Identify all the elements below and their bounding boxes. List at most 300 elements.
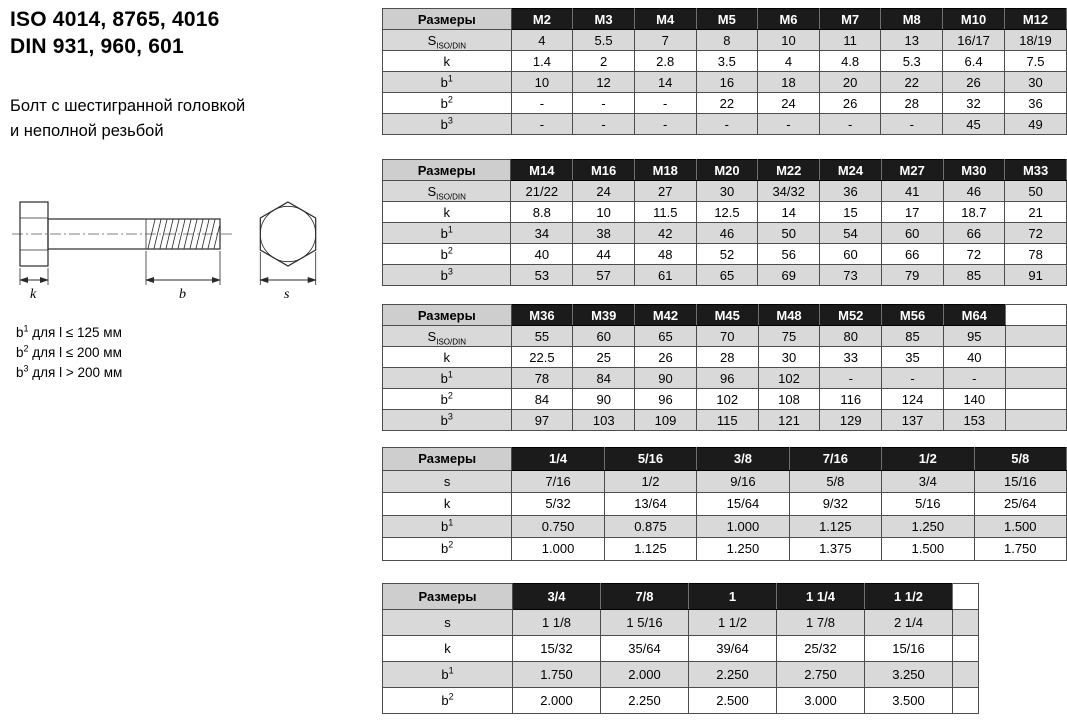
value-cell: 75 (758, 326, 820, 347)
doc-subtitle (10, 94, 382, 144)
value-cell: 36 (820, 181, 882, 202)
spec-table-3 (382, 304, 1067, 431)
value-cell: 5/8 (789, 470, 881, 493)
value-cell: 7.5 (1005, 51, 1067, 72)
value-cell: - (881, 114, 943, 135)
col-header-M45: M45 (696, 305, 758, 326)
data-row (383, 202, 1067, 223)
size-header-cell: Размеры (383, 305, 512, 326)
value-cell: 70 (696, 326, 758, 347)
value-cell: 32 (943, 93, 1005, 114)
row-label-cell: k (383, 51, 512, 72)
row-label-cell: k (383, 202, 511, 223)
value-cell: 18/19 (1005, 30, 1067, 51)
col-header-M14: M14 (511, 160, 573, 181)
left-panel (0, 0, 382, 720)
value-cell: 1.000 (512, 538, 604, 561)
value-cell: 90 (573, 389, 635, 410)
value-cell: 17 (881, 202, 943, 223)
empty-cell (1005, 410, 1066, 431)
row-label-cell: $b^1$ (383, 223, 511, 244)
value-cell: 1/2 (604, 470, 696, 493)
value-cell: 96 (635, 389, 697, 410)
data-row (383, 93, 1067, 114)
col-header-M30: M30 (943, 160, 1005, 181)
title-line-2: DIN 931, 960, 601 (10, 35, 184, 58)
col-header-M5: M5 (696, 9, 758, 30)
value-cell: - (511, 93, 573, 114)
value-cell: 72 (1005, 223, 1067, 244)
value-cell: - (882, 368, 944, 389)
value-cell: 15 (820, 202, 882, 223)
value-cell: 95 (943, 326, 1005, 347)
value-cell: 90 (635, 368, 697, 389)
col-header-M6: M6 (758, 9, 820, 30)
value-cell: 66 (881, 244, 943, 265)
value-cell: 5.5 (573, 30, 635, 51)
value-cell: 1.125 (604, 538, 696, 561)
value-cell: 124 (882, 389, 944, 410)
value-cell: 2 1/4 (865, 609, 953, 635)
value-cell: - (573, 114, 635, 135)
value-cell: 5/16 (882, 493, 974, 516)
col-header-M16: M16 (573, 160, 635, 181)
value-cell: 1 1/8 (513, 609, 601, 635)
spec-table-5 (382, 583, 979, 714)
empty-header-cell (1005, 305, 1066, 326)
value-cell: 80 (820, 326, 882, 347)
value-cell: 129 (820, 410, 882, 431)
size-header-cell: Размеры (383, 9, 512, 30)
data-row (383, 368, 1067, 389)
value-cell: 7/16 (512, 470, 604, 493)
value-cell: 11 (819, 30, 881, 51)
value-cell: 1.375 (789, 538, 881, 561)
note-line: $b^2$ для l ≤ 200 мм (16, 343, 122, 360)
value-cell: 12.5 (696, 202, 758, 223)
size-header-cell: Размеры (383, 448, 512, 471)
value-cell: 24 (758, 93, 820, 114)
value-cell: 44 (573, 244, 635, 265)
col-header-1: 1 (689, 583, 777, 609)
col-header-1-4: 1/4 (512, 448, 604, 471)
col-header-1-1-4: 1 1/4 (777, 583, 865, 609)
value-cell: 65 (635, 326, 697, 347)
value-cell: 6.4 (943, 51, 1005, 72)
data-row (383, 265, 1067, 286)
value-cell: 27 (634, 181, 696, 202)
value-cell: 1.4 (511, 51, 573, 72)
data-row (383, 661, 979, 687)
value-cell: 45 (943, 114, 1005, 135)
row-label-cell: $b^2$ (383, 389, 512, 410)
note-line: $b^1$ для l ≤ 125 мм (16, 323, 122, 340)
value-cell: 116 (820, 389, 882, 410)
value-cell: 10 (758, 30, 820, 51)
value-cell: 26 (635, 347, 697, 368)
value-cell: 50 (758, 223, 820, 244)
value-cell: 3.5 (696, 51, 758, 72)
value-cell: 46 (943, 181, 1005, 202)
value-cell: - (573, 93, 635, 114)
value-cell: 121 (758, 410, 820, 431)
data-row (383, 493, 1067, 516)
value-cell: - (696, 114, 758, 135)
value-cell: 9/32 (789, 493, 881, 516)
data-row (383, 51, 1067, 72)
col-header-M36: M36 (511, 305, 573, 326)
value-cell: 60 (820, 244, 882, 265)
value-cell: 42 (634, 223, 696, 244)
data-row (383, 470, 1067, 493)
size-header-cell: Размеры (383, 160, 511, 181)
value-cell: 18 (758, 72, 820, 93)
data-row (383, 635, 979, 661)
value-cell: 22 (696, 93, 758, 114)
row-label-cell: $b^1$ (383, 72, 512, 93)
value-cell: 78 (1005, 244, 1067, 265)
col-header-M10: M10 (943, 9, 1005, 30)
data-row (383, 30, 1067, 51)
value-cell: 97 (511, 410, 573, 431)
spec-table-1 (382, 8, 1067, 135)
value-cell: 22 (881, 72, 943, 93)
value-cell: 60 (881, 223, 943, 244)
value-cell: 12 (573, 72, 635, 93)
row-label-cell: $b^2$ (383, 687, 513, 713)
value-cell: 3.000 (777, 687, 865, 713)
value-cell: 108 (758, 389, 820, 410)
value-cell: 1 7/8 (777, 609, 865, 635)
data-row (383, 181, 1067, 202)
value-cell: 72 (943, 244, 1005, 265)
value-cell: 65 (696, 265, 758, 286)
value-cell: - (758, 114, 820, 135)
value-cell: 103 (573, 410, 635, 431)
value-cell: 26 (819, 93, 881, 114)
row-label-cell: $S_{ISO/DIN}$ (383, 326, 512, 347)
value-cell: 22.5 (511, 347, 573, 368)
value-cell: 66 (943, 223, 1005, 244)
col-header-M48: M48 (758, 305, 820, 326)
value-cell: - (511, 114, 573, 135)
value-cell: 52 (696, 244, 758, 265)
header-row (383, 305, 1067, 326)
value-cell: 1.250 (882, 515, 974, 538)
col-header-M2: M2 (511, 9, 573, 30)
col-header-3-4: 3/4 (513, 583, 601, 609)
spec-table-4 (382, 447, 1067, 561)
value-cell: 2.000 (601, 661, 689, 687)
value-cell: 1 1/2 (689, 609, 777, 635)
data-row (383, 244, 1067, 265)
value-cell: 57 (573, 265, 635, 286)
value-cell: 25 (573, 347, 635, 368)
value-cell: 55 (511, 326, 573, 347)
value-cell: 39/64 (689, 635, 777, 661)
value-cell: 61 (634, 265, 696, 286)
value-cell: 46 (696, 223, 758, 244)
value-cell: 8 (696, 30, 758, 51)
data-row (383, 114, 1067, 135)
row-label-cell: $b^3$ (383, 265, 511, 286)
row-label-cell: $b^2$ (383, 93, 512, 114)
value-cell: 38 (573, 223, 635, 244)
value-cell: 4 (758, 51, 820, 72)
header-row (383, 160, 1067, 181)
doc-title (10, 6, 382, 60)
value-cell: 15/32 (513, 635, 601, 661)
value-cell: 53 (511, 265, 573, 286)
row-label-cell: s (383, 470, 512, 493)
value-cell: 34 (511, 223, 573, 244)
row-label-cell: k (383, 347, 512, 368)
col-header-M20: M20 (696, 160, 758, 181)
row-label-cell: $b^2$ (383, 538, 512, 561)
row-label-cell: k (383, 635, 513, 661)
data-row (383, 389, 1067, 410)
data-row (383, 609, 979, 635)
data-row (383, 687, 979, 713)
value-cell: 8.8 (511, 202, 573, 223)
col-header-M4: M4 (634, 9, 696, 30)
header-row (383, 583, 979, 609)
value-cell: 48 (634, 244, 696, 265)
col-header-M12: M12 (1005, 9, 1067, 30)
value-cell: 49 (1005, 114, 1067, 135)
col-header-M39: M39 (573, 305, 635, 326)
col-header-1-1-2: 1 1/2 (865, 583, 953, 609)
col-header-M64: M64 (943, 305, 1005, 326)
value-cell: 4 (511, 30, 573, 51)
value-cell: 2 (573, 51, 635, 72)
footnotes (10, 323, 382, 383)
header-row (383, 448, 1067, 471)
data-row (383, 347, 1067, 368)
value-cell: 2.250 (689, 661, 777, 687)
bolt-drawing (10, 188, 382, 307)
tables-panel (382, 0, 1067, 720)
col-header-M42: M42 (635, 305, 697, 326)
value-cell: - (634, 93, 696, 114)
row-label-cell: s (383, 609, 513, 635)
title-line-1: ISO 4014, 8765, 4016 (10, 8, 220, 31)
value-cell: 96 (696, 368, 758, 389)
row-label-cell: $b^1$ (383, 661, 513, 687)
empty-cell (1005, 347, 1066, 368)
bolt-end-view (260, 202, 315, 302)
value-cell: 15/64 (697, 493, 789, 516)
value-cell: 85 (943, 265, 1005, 286)
row-label-cell: $b^1$ (383, 515, 512, 538)
value-cell: 21/22 (511, 181, 573, 202)
value-cell: 50 (1005, 181, 1067, 202)
value-cell: 34/32 (758, 181, 820, 202)
col-header-M27: M27 (881, 160, 943, 181)
data-row (383, 410, 1067, 431)
row-label-cell: $S_{ISO/DIN}$ (383, 30, 512, 51)
empty-cell (953, 609, 979, 635)
value-cell: 5.3 (881, 51, 943, 72)
value-cell: 35 (882, 347, 944, 368)
empty-cell (953, 687, 979, 713)
subtitle-line-2: и неполной резьбой (10, 122, 164, 140)
col-header-M56: M56 (882, 305, 944, 326)
value-cell: 137 (882, 410, 944, 431)
value-cell: 26 (943, 72, 1005, 93)
col-header-5-16: 5/16 (604, 448, 696, 471)
value-cell: - (634, 114, 696, 135)
value-cell: 14 (634, 72, 696, 93)
value-cell: 1.750 (513, 661, 601, 687)
bolt-drawing-svg (10, 188, 350, 302)
row-label-cell: $b^1$ (383, 368, 512, 389)
value-cell: 36 (1005, 93, 1067, 114)
value-cell: 28 (881, 93, 943, 114)
spec-table-2 (382, 159, 1067, 286)
value-cell: 84 (573, 368, 635, 389)
value-cell: 25/32 (777, 635, 865, 661)
value-cell: 2.750 (777, 661, 865, 687)
value-cell: 15/16 (865, 635, 953, 661)
dim-label-b: b (179, 287, 186, 302)
value-cell: 0.875 (604, 515, 696, 538)
col-header-7-16: 7/16 (789, 448, 881, 471)
value-cell: 33 (820, 347, 882, 368)
value-cell: 5/32 (512, 493, 604, 516)
empty-cell (1005, 326, 1066, 347)
value-cell: 0.750 (512, 515, 604, 538)
empty-cell (1005, 389, 1066, 410)
value-cell: 21 (1005, 202, 1067, 223)
value-cell: 20 (819, 72, 881, 93)
value-cell: 35/64 (601, 635, 689, 661)
value-cell: 14 (758, 202, 820, 223)
value-cell: 30 (1005, 72, 1067, 93)
value-cell: 1 5/16 (601, 609, 689, 635)
value-cell: 1.750 (974, 538, 1066, 561)
data-row (383, 538, 1067, 561)
empty-cell (953, 661, 979, 687)
bolt-side-view (12, 202, 232, 302)
data-row (383, 515, 1067, 538)
row-label-cell: $b^3$ (383, 114, 512, 135)
value-cell: 30 (696, 181, 758, 202)
col-header-5-8: 5/8 (974, 448, 1066, 471)
value-cell: 140 (943, 389, 1005, 410)
value-cell: 10 (511, 72, 573, 93)
col-header-M52: M52 (820, 305, 882, 326)
empty-cell (1005, 368, 1066, 389)
col-header-M22: M22 (758, 160, 820, 181)
value-cell: 16/17 (943, 30, 1005, 51)
value-cell: - (943, 368, 1005, 389)
value-cell: 3/4 (882, 470, 974, 493)
value-cell: 69 (758, 265, 820, 286)
value-cell: 2.000 (513, 687, 601, 713)
value-cell: 85 (882, 326, 944, 347)
value-cell: 16 (696, 72, 758, 93)
row-label-cell: k (383, 493, 512, 516)
value-cell: 153 (943, 410, 1005, 431)
col-header-M7: M7 (819, 9, 881, 30)
row-label-cell: $b^2$ (383, 244, 511, 265)
value-cell: 40 (943, 347, 1005, 368)
note-line: $b^3$ для l > 200 мм (16, 363, 123, 380)
value-cell: 1.500 (882, 538, 974, 561)
value-cell: 13 (881, 30, 943, 51)
col-header-M8: M8 (881, 9, 943, 30)
value-cell: 78 (511, 368, 573, 389)
header-row (383, 9, 1067, 30)
value-cell: 15/16 (974, 470, 1066, 493)
value-cell: 2.8 (634, 51, 696, 72)
col-header-M18: M18 (634, 160, 696, 181)
value-cell: 24 (573, 181, 635, 202)
data-row (383, 223, 1067, 244)
value-cell: 25/64 (974, 493, 1066, 516)
value-cell: 109 (635, 410, 697, 431)
value-cell: 1.125 (789, 515, 881, 538)
value-cell: 2.500 (689, 687, 777, 713)
value-cell: 73 (820, 265, 882, 286)
value-cell: 7 (634, 30, 696, 51)
value-cell: 10 (573, 202, 635, 223)
value-cell: 1.500 (974, 515, 1066, 538)
value-cell: - (819, 114, 881, 135)
value-cell: 1.000 (697, 515, 789, 538)
subtitle-line-1: Болт с шестигранной головкой (10, 97, 246, 115)
col-header-7-8: 7/8 (601, 583, 689, 609)
value-cell: 2.250 (601, 687, 689, 713)
col-header-M33: M33 (1005, 160, 1067, 181)
empty-cell (953, 635, 979, 661)
empty-header-cell (953, 583, 979, 609)
dim-label-s: s (284, 287, 290, 302)
value-cell: 56 (758, 244, 820, 265)
col-header-3-8: 3/8 (697, 448, 789, 471)
data-row (383, 326, 1067, 347)
value-cell: 54 (820, 223, 882, 244)
value-cell: 40 (511, 244, 573, 265)
value-cell: 3.500 (865, 687, 953, 713)
value-cell: 91 (1005, 265, 1067, 286)
col-header-1-2: 1/2 (882, 448, 974, 471)
col-header-M3: M3 (573, 9, 635, 30)
value-cell: 79 (881, 265, 943, 286)
value-cell: 1.250 (697, 538, 789, 561)
value-cell: 102 (696, 389, 758, 410)
value-cell: 9/16 (697, 470, 789, 493)
row-label-cell: $S_{ISO/DIN}$ (383, 181, 511, 202)
value-cell: 41 (881, 181, 943, 202)
value-cell: - (820, 368, 882, 389)
value-cell: 11.5 (634, 202, 696, 223)
value-cell: 115 (696, 410, 758, 431)
value-cell: 30 (758, 347, 820, 368)
value-cell: 3.250 (865, 661, 953, 687)
value-cell: 13/64 (604, 493, 696, 516)
value-cell: 18.7 (943, 202, 1005, 223)
size-header-cell: Размеры (383, 583, 513, 609)
row-label-cell: $b^3$ (383, 410, 512, 431)
value-cell: 60 (573, 326, 635, 347)
value-cell: 84 (511, 389, 573, 410)
data-row (383, 72, 1067, 93)
col-header-M24: M24 (820, 160, 882, 181)
value-cell: 4.8 (819, 51, 881, 72)
dim-label-k: k (30, 287, 37, 302)
